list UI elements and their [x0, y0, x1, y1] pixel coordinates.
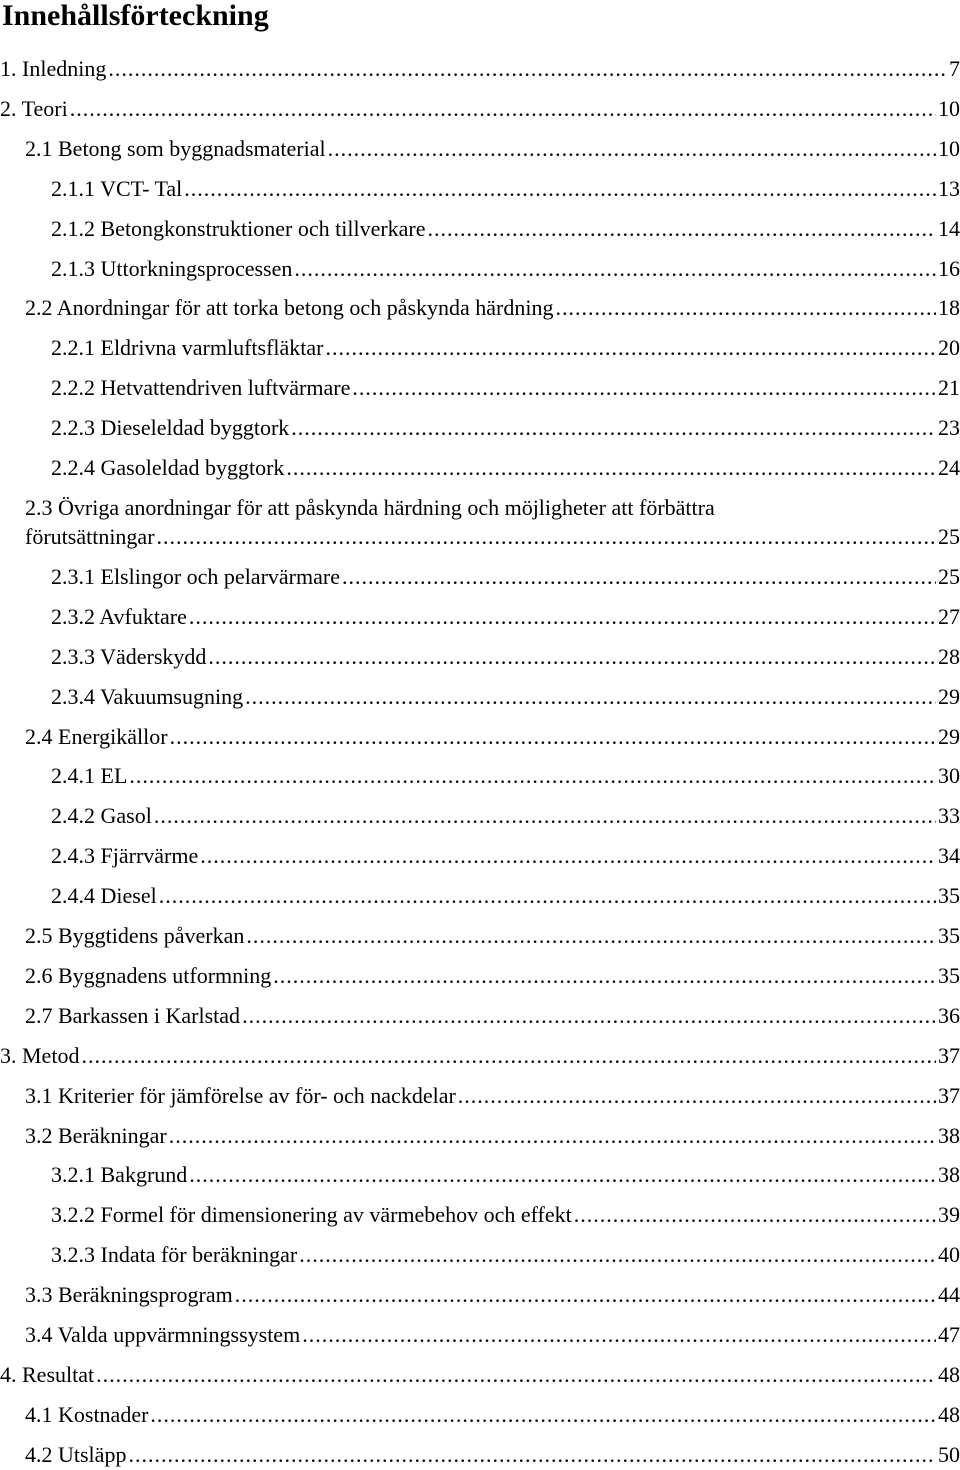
- toc-entry-label: 2.3.1 Elslingor och pelarvärmare: [51, 563, 340, 589]
- toc-entry-label: 2.5 Byggtidens påverkan: [25, 923, 245, 949]
- toc-entry[interactable]: [51, 373, 960, 403]
- toc-entry[interactable]: [51, 254, 960, 284]
- toc-entry-row: [25, 722, 960, 752]
- toc-entry-row: [51, 413, 960, 443]
- toc-entry-page-number: 35: [938, 883, 960, 909]
- toc-entry-page-number: 38: [938, 1162, 960, 1188]
- toc-leader-dots: [128, 1440, 936, 1470]
- toc-entry[interactable]: [25, 1081, 960, 1111]
- toc-entry-label: 3.2.2 Formel för dimensionering av värmebehov och effekt: [51, 1202, 572, 1228]
- toc-entry-label: 3.4 Valda uppvärmningssystem: [25, 1322, 301, 1348]
- toc-entry-row: [51, 333, 960, 363]
- toc-entry[interactable]: [0, 54, 960, 84]
- toc-entry-label: 2.2.1 Eldrivna varmluftsfläktar: [51, 335, 324, 361]
- toc-entry-label: 2.4 Energikällor: [25, 723, 168, 749]
- toc-entry[interactable]: [51, 1200, 960, 1230]
- toc-entry-page-number: 29: [938, 723, 960, 749]
- toc-leader-dots: [273, 961, 936, 991]
- toc-entry-page-number: 16: [938, 255, 960, 281]
- toc-entry-row: [51, 881, 960, 911]
- toc-entry-page-number: 21: [938, 375, 960, 401]
- toc-leader-dots: [302, 1320, 936, 1350]
- toc-entry-label: 2.2.2 Hetvattendriven luftvärmare: [51, 375, 351, 401]
- toc-entry-page-number: 50: [938, 1441, 960, 1467]
- toc-leader-dots: [170, 722, 936, 752]
- toc-leader-dots: [154, 801, 936, 831]
- toc-entry-row: [51, 254, 960, 284]
- toc-leader-dots: [291, 413, 936, 443]
- toc-entry-label: 3.2.3 Indata för beräkningar: [51, 1242, 298, 1268]
- toc-entry-row: [25, 1280, 960, 1310]
- toc-entry-page-number: 37: [938, 1042, 960, 1068]
- toc-leader-dots: [299, 1240, 936, 1270]
- toc-leader-dots: [294, 254, 936, 284]
- toc-entry-label: 4.2 Utsläpp: [25, 1441, 127, 1467]
- toc-entry[interactable]: [51, 761, 960, 791]
- toc-entry-page-number: 35: [938, 923, 960, 949]
- toc-entry-page-number: 25: [938, 523, 960, 549]
- toc-entry-label: 2.4.4 Diesel: [51, 883, 157, 909]
- toc-leader-dots: [428, 214, 936, 244]
- toc-leader-dots: [555, 293, 936, 323]
- toc-entry[interactable]: [51, 453, 960, 483]
- toc-entry[interactable]: [51, 1160, 960, 1190]
- toc-entry-label: 2.2.4 Gasoleldad byggtork: [51, 455, 285, 480]
- toc-entry[interactable]: [51, 642, 960, 672]
- toc-entry-page-number: 13: [938, 175, 960, 201]
- toc-entry-row: [0, 1360, 960, 1390]
- toc-entry-row: [25, 1440, 960, 1470]
- toc-leader-dots: [81, 1041, 936, 1071]
- toc-entry-row: [25, 293, 960, 323]
- toc-leader-dots: [208, 642, 936, 672]
- toc-entry-page-number: 39: [938, 1202, 960, 1228]
- toc-entry-row: [51, 453, 960, 483]
- toc-entry-page-number: 23: [938, 415, 960, 441]
- toc-entry[interactable]: [51, 801, 960, 831]
- toc-entry-label: 3.3 Beräkningsprogram: [25, 1282, 233, 1308]
- toc-entry-row: [51, 841, 960, 871]
- toc-entry[interactable]: [25, 1320, 960, 1350]
- toc-entry[interactable]: [51, 841, 960, 871]
- toc-entry[interactable]: [51, 174, 960, 204]
- toc-entry-page-number: 10: [938, 135, 960, 161]
- toc-entry-label: 2.4.2 Gasol: [51, 803, 152, 829]
- toc-entry-label: 2. Teori: [0, 95, 68, 121]
- toc-entry-row: [25, 134, 960, 164]
- toc-entry-row: [51, 602, 960, 632]
- toc-leader-dots: [169, 1121, 936, 1151]
- toc-entry[interactable]: [0, 1041, 960, 1071]
- toc-entry-row: [51, 761, 960, 791]
- toc-leader-dots: [159, 881, 936, 911]
- toc-leader-dots: [150, 1400, 936, 1430]
- toc-entry-label: 2.3.4 Vakuumsugning: [51, 683, 244, 709]
- toc-entry-label-line: 2.3 Övriga anordningar för att påskynda härdning och möjligheter att förbättra: [25, 494, 715, 520]
- toc-entry-row: [51, 562, 960, 592]
- toc-entry-page-number: 28: [938, 643, 960, 669]
- toc-leader-dots: [245, 682, 936, 712]
- toc-entry[interactable]: [25, 1001, 960, 1031]
- toc-leader-dots: [129, 761, 936, 791]
- toc-leader-dots: [70, 94, 936, 124]
- toc-entry[interactable]: [25, 522, 960, 552]
- toc-entry-label: 3.1 Kriterier för jämförelse av för- och nackdelar: [25, 1082, 456, 1108]
- toc-entry-label: 2.6 Byggnadens utformning: [25, 962, 272, 988]
- toc-leader-dots: [108, 54, 947, 84]
- toc-entry-page-number: 20: [938, 335, 960, 361]
- toc-leader-dots: [328, 134, 936, 164]
- toc-entry-page-number: 36: [938, 1002, 960, 1028]
- toc-entry[interactable]: [25, 1280, 960, 1310]
- toc-entry-row: [25, 1001, 960, 1031]
- toc-entry-page-number: 10: [938, 95, 960, 121]
- toc-entry-row: [51, 642, 960, 672]
- toc-entry[interactable]: [25, 1440, 960, 1470]
- toc-entry-row: [51, 373, 960, 403]
- toc-entry[interactable]: [25, 134, 960, 164]
- toc-entry[interactable]: [25, 1121, 960, 1151]
- toc-leader-dots: [184, 174, 936, 204]
- toc-entry-page-number: 25: [938, 563, 960, 589]
- toc-entry-row: [51, 214, 960, 244]
- toc-entry-label: 3. Metod: [0, 1042, 80, 1068]
- toc-entry[interactable]: [51, 413, 960, 443]
- toc-entry-row: [51, 801, 960, 831]
- toc-entry-row: [0, 1041, 960, 1071]
- toc-entry[interactable]: [51, 881, 960, 911]
- toc-entry-page-number: 37: [938, 1082, 960, 1108]
- toc-entry-page-number: 33: [938, 803, 960, 829]
- toc-entry-row: [51, 174, 960, 204]
- toc-entry-page-number: 48: [938, 1401, 960, 1427]
- toc-entry-label: 2.1.2 Betongkonstruktioner och tillverkare: [51, 215, 426, 241]
- toc-entry-page-number: 14: [938, 215, 960, 241]
- toc-entry-page-number: 35: [938, 962, 960, 988]
- toc-entry-label: 3.2.1 Bakgrund: [51, 1162, 188, 1188]
- toc-entry-page-number: 7: [949, 56, 960, 81]
- toc-entry-page-number: 47: [938, 1322, 960, 1348]
- toc-entry-page-number: 40: [938, 1242, 960, 1268]
- toc-entry[interactable]: [25, 1400, 960, 1430]
- toc-entry-page-number: 29: [938, 683, 960, 709]
- toc-entry-page-number: 34: [938, 843, 960, 869]
- toc-entry-row: [51, 682, 960, 712]
- toc-leader-dots: [157, 522, 936, 552]
- toc-entry-label: 2.7 Barkassen i Karlstad: [25, 1002, 241, 1028]
- toc-entry[interactable]: [25, 961, 960, 991]
- toc-entry-label: 4. Resultat: [0, 1361, 95, 1387]
- toc-entry[interactable]: [51, 682, 960, 712]
- toc-entry[interactable]: [51, 1240, 960, 1270]
- toc-entry-label: 1. Inledning: [0, 56, 107, 81]
- toc-entry[interactable]: [51, 562, 960, 592]
- toc-entry-label: 4.1 Kostnader: [25, 1401, 149, 1427]
- toc-entry-row: [25, 961, 960, 991]
- toc-entry[interactable]: [51, 602, 960, 632]
- toc-leader-dots: [189, 602, 936, 632]
- toc-entry-page-number: 18: [938, 295, 960, 321]
- toc-entry-row: [25, 1121, 960, 1151]
- toc-entry-label: 2.4.3 Fjärrvärme: [51, 843, 199, 869]
- toc-entry-page-number: 48: [938, 1361, 960, 1387]
- toc-leader-dots: [458, 1081, 936, 1111]
- toc-heading: Innehållsförteckning: [2, 0, 269, 32]
- toc-leader-dots: [246, 921, 936, 951]
- toc-entry[interactable]: [25, 921, 960, 951]
- toc-entry-row: [25, 522, 960, 552]
- toc-entry-row: [51, 1240, 960, 1270]
- toc-entry[interactable]: [25, 722, 960, 752]
- toc-leader-dots: [96, 1360, 936, 1390]
- toc-leader-dots: [342, 562, 936, 592]
- toc-entry-label: 2.1.3 Uttorkningsprocessen: [51, 255, 293, 281]
- toc-entry[interactable]: [51, 333, 960, 363]
- toc-entry-row: [0, 94, 960, 124]
- toc-leader-dots: [352, 373, 936, 403]
- toc-entry-row: [25, 1081, 960, 1111]
- toc-entry-row: [0, 54, 960, 84]
- toc-leader-dots: [325, 333, 936, 363]
- toc-entry[interactable]: [25, 293, 960, 323]
- toc-leader-dots: [200, 841, 936, 871]
- toc-entry[interactable]: [0, 94, 960, 124]
- toc-leader-dots: [574, 1200, 936, 1230]
- toc-entry-page-number: 24: [938, 455, 960, 480]
- toc-leader-dots: [235, 1280, 936, 1310]
- toc-entry-label: 2.1.1 VCT- Tal: [51, 175, 183, 201]
- toc-entry-page-number: 27: [938, 603, 960, 629]
- toc-entry-page-number: 44: [938, 1282, 960, 1308]
- toc-entry-label: 2.1 Betong som byggnadsmaterial: [25, 135, 326, 161]
- toc-entry-row: [25, 921, 960, 951]
- toc-entry[interactable]: [0, 1360, 960, 1390]
- toc-entry-row: [51, 1160, 960, 1190]
- toc-entry[interactable]: [51, 214, 960, 244]
- toc-leader-dots: [242, 1001, 936, 1031]
- toc-entry-label: 2.2 Anordningar för att torka betong och påskynda härdning: [25, 295, 554, 321]
- toc-entry-page-number: 30: [938, 763, 960, 789]
- toc-leader-dots: [286, 453, 936, 483]
- toc-entry-label: förutsättningar: [25, 523, 155, 549]
- toc-entry-label: 2.4.1 EL: [51, 763, 128, 789]
- toc-entry-label: 2.3.3 Väderskydd: [51, 643, 207, 669]
- toc-entry-label: 2.2.3 Dieseleldad byggtork: [51, 415, 290, 441]
- toc-entry-label: 3.2 Beräkningar: [25, 1122, 167, 1148]
- toc-entry-row: [51, 1200, 960, 1230]
- toc-entry-label: 2.3.2 Avfuktare: [51, 603, 187, 629]
- toc-leader-dots: [189, 1160, 936, 1190]
- toc-entry-page-number: 38: [938, 1122, 960, 1148]
- toc-entry-row: [25, 1320, 960, 1350]
- toc-entry-row: [25, 1400, 960, 1430]
